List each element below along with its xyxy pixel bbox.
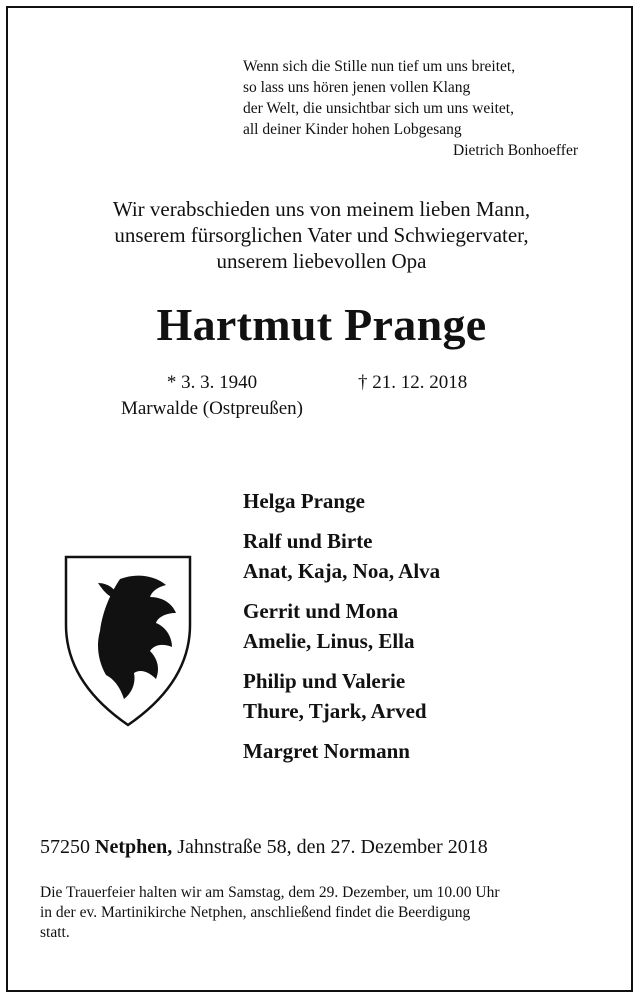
address-line bbox=[40, 836, 488, 859]
family-group bbox=[243, 736, 440, 766]
ceremony-line: Die Trauerfeier halten wir am Samstag, dem 29. Dezember, um 10.00 Uhr bbox=[40, 884, 500, 901]
family-group bbox=[243, 526, 440, 586]
intro-line: unserem fürsorglichen Vater und Schwiegervater, bbox=[114, 223, 529, 247]
family-member: Helga Prange bbox=[243, 489, 365, 513]
ceremony-line: in der ev. Martinikirche Netphen, anschließend findet die Beerdigung bbox=[40, 904, 471, 921]
ceremony-info bbox=[40, 883, 603, 943]
birth-date: * 3. 3. 1940 bbox=[166, 372, 258, 393]
birthplace: Marwalde (Ostpreußen) bbox=[120, 398, 303, 419]
family-group bbox=[243, 486, 440, 516]
poem bbox=[243, 56, 578, 161]
intro-line: unserem liebevollen Opa bbox=[216, 249, 427, 273]
poem-line: der Welt, die unsichtbar sich um uns weitet, bbox=[243, 100, 514, 117]
deceased-name: Hartmut Prange bbox=[156, 299, 487, 350]
city: Netphen, bbox=[95, 836, 173, 858]
family-member: Ralf und Birte bbox=[243, 529, 373, 553]
coat-of-arms-icon bbox=[62, 553, 194, 729]
family-group bbox=[243, 596, 440, 656]
death-date: † 21. 12. 2018 bbox=[358, 372, 468, 393]
birth-info bbox=[92, 370, 332, 422]
intro-text bbox=[40, 196, 603, 274]
poem-line: so lass uns hören jenen vollen Klang bbox=[243, 79, 471, 96]
ceremony-line: statt. bbox=[40, 924, 70, 941]
family-member: Thure, Tjark, Arved bbox=[243, 699, 427, 723]
postcode: 57250 bbox=[40, 836, 90, 858]
street-date: Jahnstraße 58, den 27. Dezember 2018 bbox=[177, 836, 488, 858]
family-member: Anat, Kaja, Noa, Alva bbox=[243, 559, 441, 583]
poem-line: Wenn sich die Stille nun tief um uns breitet, bbox=[243, 58, 516, 75]
family-member: Gerrit und Mona bbox=[243, 599, 399, 623]
poem-line: all deiner Kinder hohen Lobgesang bbox=[243, 121, 462, 138]
family-group bbox=[243, 666, 440, 726]
intro-line: Wir verabschieden uns von meinem lieben Mann, bbox=[112, 197, 531, 221]
family-member: Philip und Valerie bbox=[243, 669, 406, 693]
family-list bbox=[243, 486, 440, 776]
family-member: Amelie, Linus, Ella bbox=[243, 629, 415, 653]
poem-author: Dietrich Bonhoeffer bbox=[453, 142, 578, 159]
family-member: Margret Normann bbox=[243, 739, 410, 763]
